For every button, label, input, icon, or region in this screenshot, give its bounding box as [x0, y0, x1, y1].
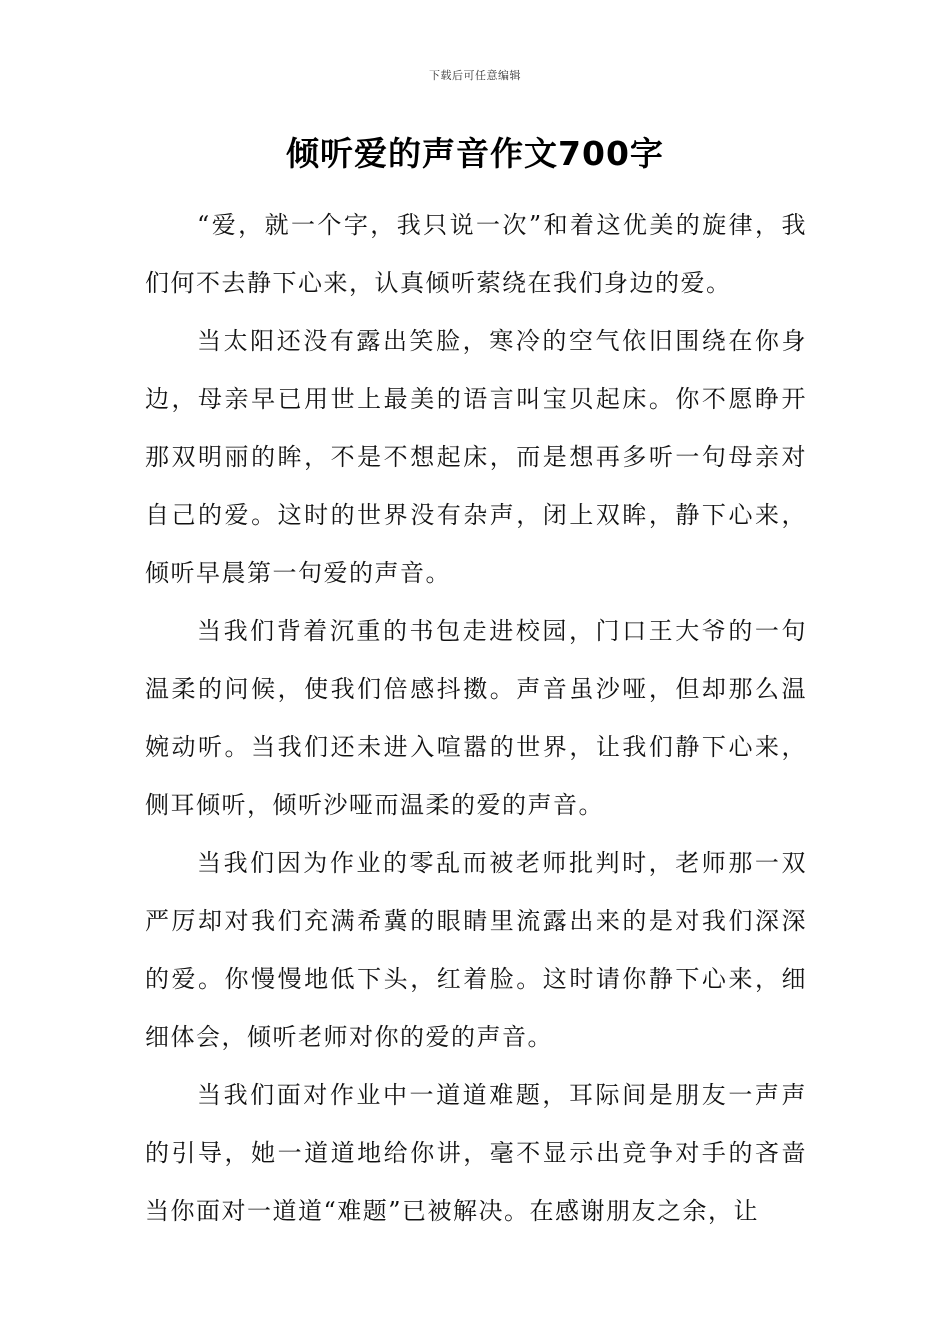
document-title: 倾听爱的声音作文700字 [286, 134, 664, 173]
header-note: 下载后可任意编辑 [429, 69, 521, 82]
paragraph-5: 当我们面对作业中一道道难题，耳际间是朋友一声声的引导，她一道道地给你讲，毫不显示出竞争对手的吝啬当你面对一道道“难题”已被解决。在感谢朋友之余，让 [145, 1081, 807, 1225]
paragraph-2: 当太阳还没有露出笑脸，寒冷的空气依旧围绕在你身边，母亲早已用世上最美的语言叫宝贝起床。你不愿睁开那双明丽的眸，不是不想起床，而是想再多听一句母亲对自己的爱。这时的世界没有杂声，闭上双眸，静下心来，倾听早晨第一句爱的声音。 [145, 327, 807, 587]
paragraph-3: 当我们背着沉重的书包走进校园，门口王大爷的一句温柔的问候，使我们倍感抖擞。声音虽沙哑，但却那么温婉动听。当我们还未进入喧嚣的世界，让我们静下心来，侧耳倾听，倾听沙哑而温柔的爱的声音。 [145, 617, 807, 819]
paragraph-4: 当我们因为作业的零乱而被老师批判时，老师那一双严厉却对我们充满希冀的眼睛里流露出来的是对我们深深的爱。你慢慢地低下头，红着脸。这时请你静下心来，细细体会，倾听老师对你的爱的声音。 [145, 849, 807, 1051]
document-body [145, 196, 807, 1240]
paragraph-1: “爱，就一个字，我只说一次”和着这优美的旋律，我们何不去静下心来，认真倾听萦绕在我们身边的爱。 [145, 211, 807, 297]
